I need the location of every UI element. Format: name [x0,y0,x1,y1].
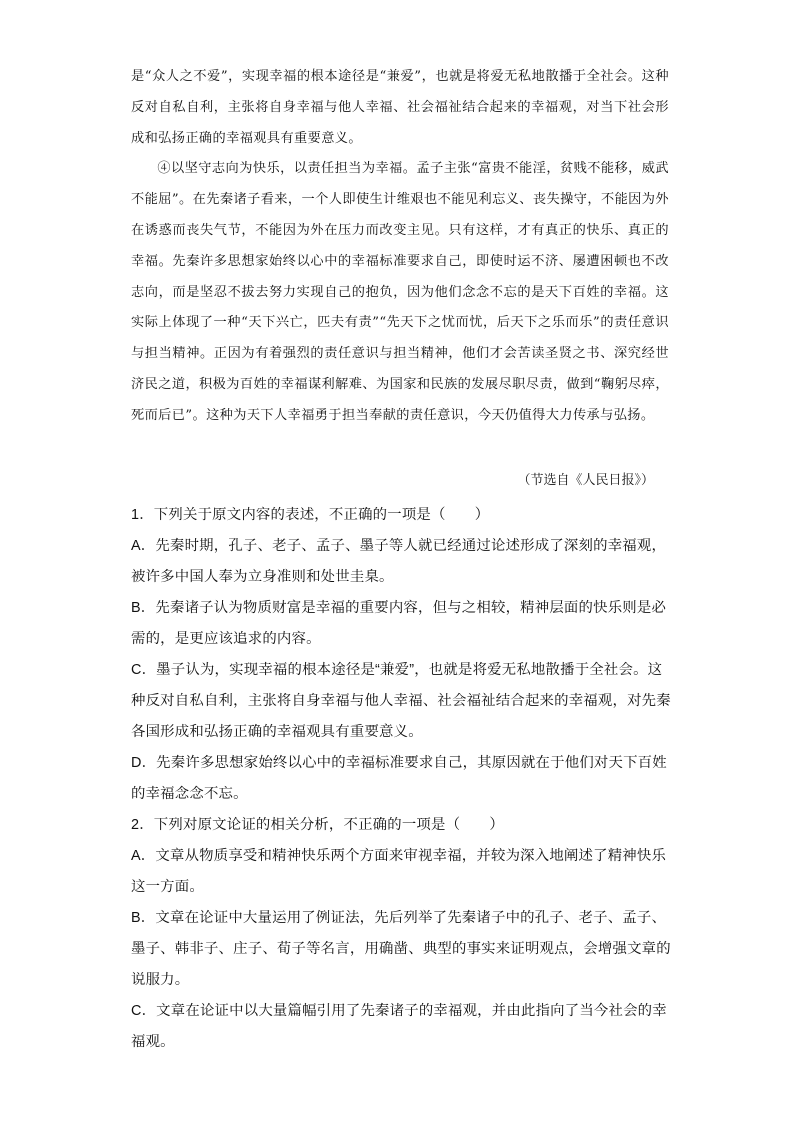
question-2-option-b: B．文章在论证中大量运用了例证法，先后列举了先秦诸子中的孔子、老子、孟子、墨子、韩非子、庄子、荀子等名言，用确凿、典型的事实来证明观点，会增强文章的说服力。 [131,910,671,988]
question-1-option-b: B．先秦诸子认为物质财富是幸福的重要内容，但与之相较，精神层面的快乐则是必需的，是更应该追求的内容。 [131,600,667,647]
question-2-option-c: C．文章在论证中以大量篇幅引用了先秦诸子的幸福观，并由此指向了当今社会的幸福观。 [131,1003,667,1050]
passage-paragraph-2: ④以坚守志向为快乐，以责任担当为幸福。孟子主张“富贵不能淫，贫贱不能移，威武不能屈”。在先秦诸子看来，一个人即使生计维艰也不能见利忘义、丧失操守，不能因为外在诱惑而丧失气节，不能因为外在压力而改变主见。只有这样，才有真正的快乐、真正的幸福。先秦许多思想家始终以心中的幸福标准要求自己，即使时运不济、屡遭困顿也不改志向，而是坚忍不拔去努力实现自己的抱负，因为他们念念不忘的是天下百姓的幸福。这实际上体现了一种“天下兴亡，匹夫有责”“先天下之忧而忧，后天下之乐而乐”的责任意识与担当精神。正因为有着强烈的责任意识与担当精神，他们才会苦读圣贤之书、深究经世济民之道，积极为百姓的幸福谋利解难、为国家和民族的发展尽职尽责，做到“鞠躬尽瘁，死而后已”。这种为天下人幸福勇于担当奉献的责任意识，今天仍值得大力传承与弘扬。 [131,161,669,423]
question-2-stem: 2．下列对原文论证的相关分析，不正确的一项是（ ） [131,817,504,833]
question-1-option-a: A．先秦时期，孔子、老子、孟子、墨子等人就已经通过论述形成了深刻的幸福观，被许多中国人奉为立身准则和处世圭臬。 [131,538,667,585]
question-2-option-a: A．文章从物质享受和精神快乐两个方面来审视幸福，并较为深入地阐述了精神快乐这一方面。 [131,848,667,895]
question-1-option-d: D．先秦许多思想家始终以心中的幸福标准要求自己，其原因就在于他们对天下百姓的幸福念念不忘。 [131,755,667,802]
question-1-option-c: C．墨子认为，实现幸福的根本途径是“兼爱”，也就是将爱无私地散播于全社会。这种反对自私自利，主张将自身幸福与他人幸福、社会福祉结合起来的幸福观，对先秦各国形成和弘扬正确的幸福观具有重要意义。 [131,662,671,740]
passage-source: （节选自《人民日报》） [517,473,654,488]
question-1-stem: 1．下列关于原文内容的表述，不正确的一项是（ ） [131,507,490,523]
passage-paragraph-1: 是“众人之不爱”，实现幸福的根本途径是“兼爱”，也就是将爱无私地散播于全社会。这种反对自私自利，主张将自身幸福与他人幸福、社会福祉结合起来的幸福观，对当下社会形成和弘扬正确的幸福观具有重要意义。 [131,69,669,146]
reading-passage [131,62,669,432]
questions-section [131,500,671,1058]
